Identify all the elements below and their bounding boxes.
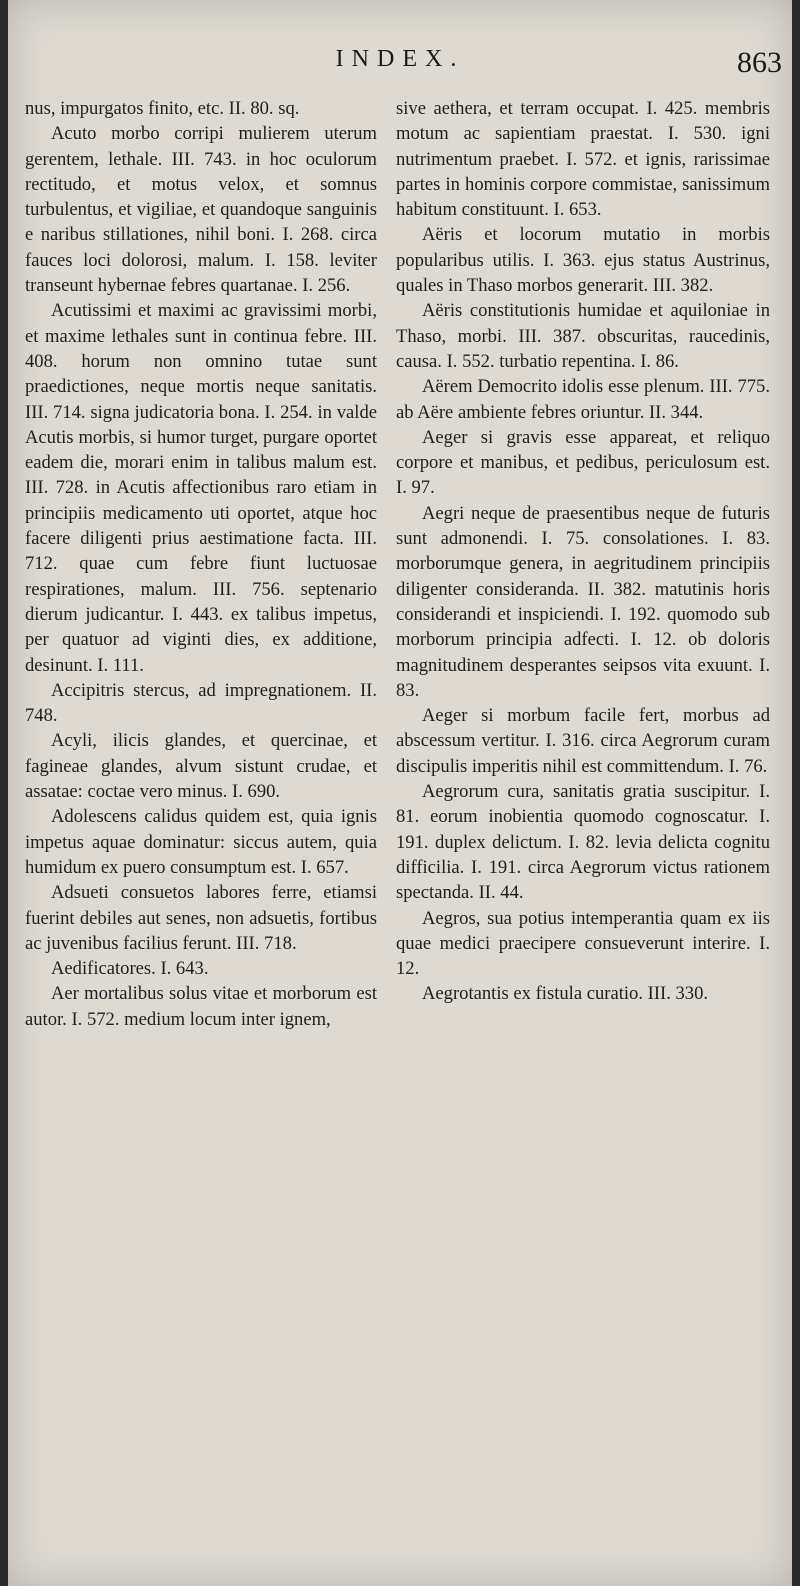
running-header: INDEX. xyxy=(335,46,465,72)
index-entry: Aërem Democrito idolis esse plenum. III. 775. ab Aëre ambiente febres oriuntur. II. 344. xyxy=(396,376,770,423)
index-entry: Aegri neque de praesentibus neque de futuris sunt admonendi. I. 75. consolationes. I. 83. morborumque genera, in aegritudinem principiis diligenter consideranda. II. 382. matutinis horis considerandi et inspiciendi. I. 192. quomodo sub morborum principia adfecti. I. 12. ob doloris magnitudinem desperantes seipsos vita exuunt. I. 83. xyxy=(396,502,770,701)
index-entry: Aedificatores. I. 643. xyxy=(51,958,209,980)
index-entry: Aer mortalibus solus vitae et morborum est autor. I. 572. medium locum inter ignem, xyxy=(25,983,377,1030)
index-entry: Acutissimi et maximi ac gravissimi morbi, et maxime lethales sunt in continua febre. III. 408. horum non omnino tutae sunt praedictiones, neque mortis neque sanitatis. III. 714. signa judicatoria bona. I. 254. in valde Acutis morbis, si humor turget, purgare oportet eadem die, morari enim in talibus malum est. III. 728. in Acutis affectionibus raro etiam in principiis medicamento uti oportet, atque hoc facere diligenti prius aestimatione facta. III. 712. quae cum febre fiunt luctuosae respirationes, malum. III. 756. septenario dierum judicantur. I. 443. ex talibus impetus, per quatuor ad viginti dies, ex additione, desinunt. I. 111. xyxy=(25,300,377,676)
page-number: 863 xyxy=(737,46,782,79)
index-entry: Aëris et locorum mutatio in morbis popularibus utilis. I. 363. ejus status Austrinus, quales in Thaso morbos generarit. III. 382. xyxy=(396,224,770,297)
index-entry: Aeger si morbum facile fert, morbus ad abscessum vertitur. I. 316. circa Aegrorum curam discipulis imperitis nihil est committendum. I. 76. xyxy=(396,705,770,777)
index-entry: Adsueti consuetos labores ferre, etiamsi fuerint debiles aut senes, non adsuetis, fortibus ac juvenibus facilius ferunt. III. 718. xyxy=(25,882,377,954)
index-entry: Aegrorum cura, sanitatis gratia suscipitur. I. 81. eorum inobientia quomodo cognoscatur. I. 191. duplex delictum. I. 82. levia delicta cognitu difficilia. I. 191. circa Aegrorum victus rationem spectanda. II. 44. xyxy=(396,781,770,904)
index-entry: nus, impurgatos finito, etc. II. 80. sq. xyxy=(25,98,300,119)
index-entry: Aeger si gravis esse appareat, et reliquo corpore et manibus, et pedibus, periculosum est. I. 97. xyxy=(396,426,770,499)
index-entry: Aëris constitutionis humidae et aquiloniae in Thaso, morbi. III. 387. obscuritas, raucedinis, causa. I. 552. turbatio repentina. I. 86. xyxy=(396,300,770,372)
right-column xyxy=(396,96,770,1007)
index-entry: Aegros, sua potius intemperantia quam ex iis quae medici praecipere consueverunt interire. I. 12. xyxy=(396,907,770,980)
index-entry: sive aethera, et terram occupat. I. 425. membris motum ac sapientiam praestat. I. 530. igni nutrimentum praebet. I. 572. et ignis, rarissimae partes in hominis corpore commistae, sanissimum habitum constituunt. I. 653. xyxy=(396,98,770,221)
left-column xyxy=(25,96,377,1032)
index-entry: Acuto morbo corripi mulierem uterum gerentem, lethale. III. 743. in hoc oculorum rectitudo, et motus velox, et somnus turbulentus, et vigiliae, et quandoque sanguinis e naribus stillationes, nihil boni. I. 268. circa fauces loci dolorosi, malum. I. 158. leviter transeunt hybernae febres quartanae. I. 256. xyxy=(25,123,377,297)
index-entry: Aegrotantis ex fistula curatio. III. 330. xyxy=(422,983,709,1005)
index-entry: Acyli, ilicis glandes, et quercinae, et fagineae glandes, alvum sistunt crudae, et assatae: coctae vero minus. I. 690. xyxy=(25,730,377,803)
index-entry: Accipitris stercus, ad impregnationem. II. 748. xyxy=(25,679,377,727)
index-entry: Adolescens calidus quidem est, quia ignis impetus aquae dominatur: siccus autem, quia humidum ex puero consumptum est. I. 657. xyxy=(25,806,377,878)
book-page xyxy=(8,0,792,1586)
